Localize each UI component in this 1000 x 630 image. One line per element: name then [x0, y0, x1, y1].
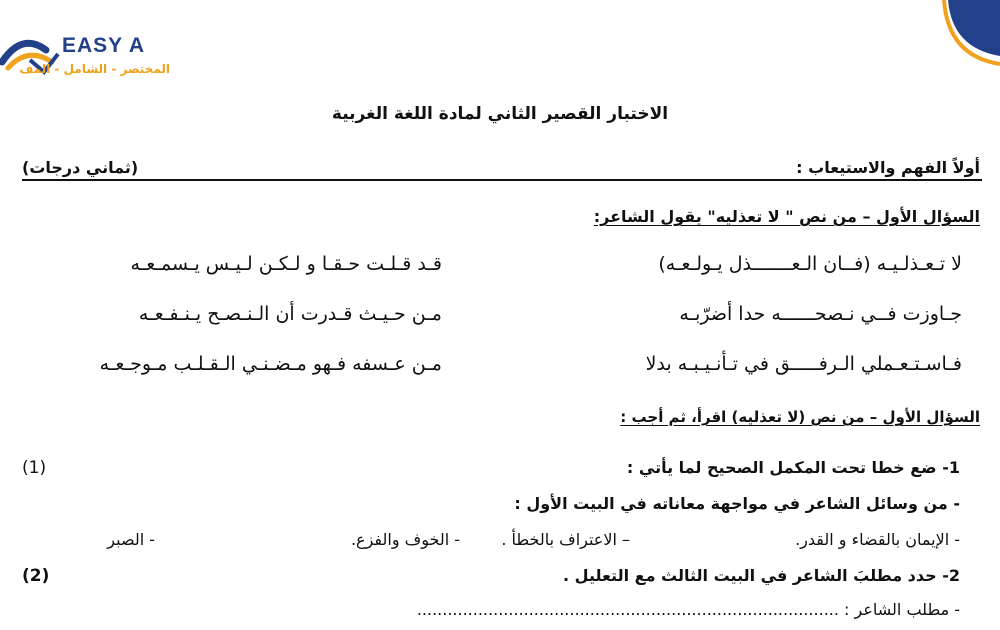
verse-2-first-half: جـاوزت فــي نـصحــــــه حدا أضرّبـه — [679, 303, 962, 325]
item-1-bullet: - من وسائل الشاعر في مواجهة معاناته في البيت الأول : — [514, 494, 960, 513]
item-1-option-1: - الإيمان بالقضاء و القدر. — [795, 530, 960, 549]
item-1-score: (1) — [22, 458, 47, 478]
item-1-option-2: – الاعتراف بالخطأ . — [501, 530, 630, 549]
logo-brand: EASY A — [62, 34, 146, 57]
verse-3-first-half: فـاسـتـعـملي الـرفـــــق في تـأنـيـبـه بدلا — [645, 353, 962, 375]
verse-1-second-half: قـد قـلـت حـقـا و لـكـن لـيـس يـسمـعـه — [130, 253, 442, 275]
item-1-option-3: - الخوف والفزع. — [350, 530, 460, 549]
item-2-answer-line[interactable]: - مطلب الشاعر : ................................................................................... — [416, 600, 960, 619]
verse-1-first-half: لا تـعـذلـيـه (فــان الـعـــــــذل يـولـعـه) — [658, 253, 962, 275]
item-1-label: 1- ضع خطا تحت المكمل الصحيح لما يأتي : — [626, 458, 960, 477]
corner-decoration-icon — [940, 0, 1000, 70]
item-2-score: (2) — [22, 566, 50, 586]
item-1-option-4: - الصبر — [107, 530, 155, 549]
section-divider — [22, 179, 982, 181]
section-heading: أولاً الفهم والاستيعاب : — [796, 158, 980, 177]
logo-tagline: المختصر - الشامل - المف — [19, 62, 170, 76]
question1-heading: السؤال الأول – من نص " لا تعذليه" يقول الشاعر: — [593, 207, 980, 226]
verse-2-second-half: مـن حـيـث قـدرت أن الـنـصـح يـنـفـعـه — [138, 303, 442, 325]
question1-subheading: السؤال الأول – من نص (لا تعذليه) اقرأ، ثم أجب : — [620, 408, 980, 426]
item-2-label: 2- حدد مطلبَ الشاعر في البيت الثالث مع التعليل . — [563, 566, 960, 585]
verse-3-second-half: مـن عـسفه فـهو مـضـنـي الـقـلـب مـوجـعـه — [99, 353, 442, 375]
page-title: الاختبار القصير الثاني لمادة اللغة الغربية — [331, 104, 669, 124]
section-marks: (ثماني درجات) — [22, 158, 139, 177]
